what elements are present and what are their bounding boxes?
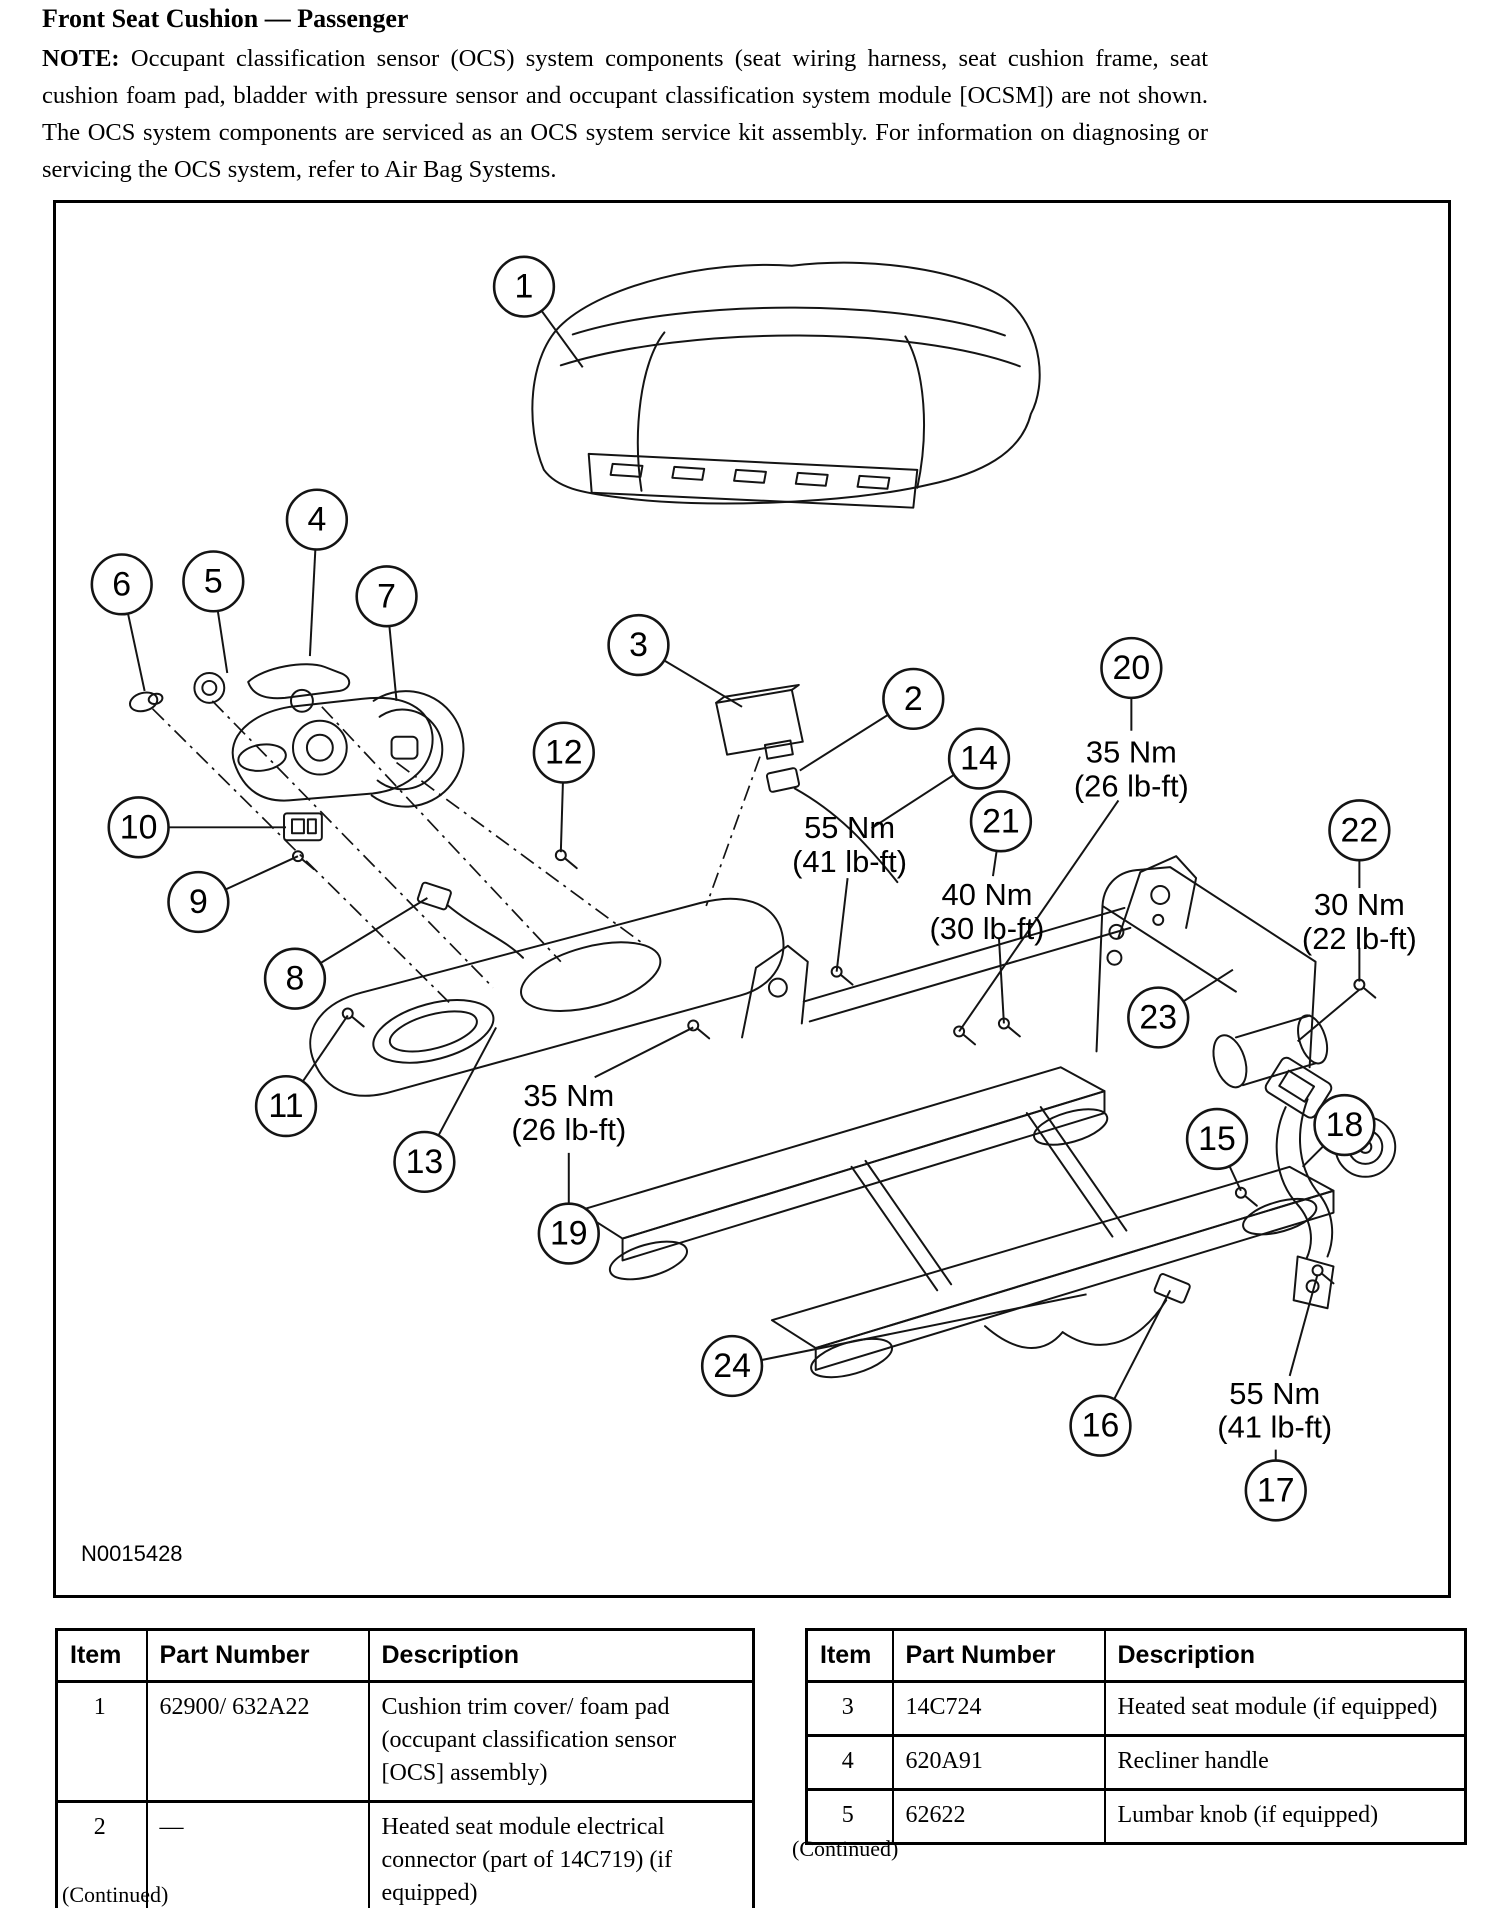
svg-text:5: 5 [203, 562, 223, 601]
svg-text:19: 19 [549, 1214, 588, 1253]
svg-text:20: 20 [1112, 648, 1151, 687]
svg-text:9: 9 [188, 882, 208, 921]
table-row [807, 1735, 1466, 1789]
table-header-row [57, 1630, 754, 1682]
svg-text:23: 23 [1139, 998, 1178, 1037]
col-item: Item [807, 1630, 893, 1682]
description-cell: Recliner handle [1105, 1735, 1466, 1789]
svg-text:21: 21 [982, 802, 1020, 841]
col-description: Description [369, 1630, 754, 1682]
callout-6 [92, 554, 152, 614]
callout-7 [357, 566, 417, 626]
note-label: NOTE: [42, 45, 120, 72]
parts-table-right [805, 1628, 1467, 1845]
callout-21 [971, 791, 1031, 851]
item-cell: 1 [57, 1681, 147, 1801]
torque-label: 55 Nm (41 lb-ft) [1217, 1375, 1333, 1445]
phantom-lines [153, 701, 760, 1005]
callout-8 [265, 949, 325, 1009]
svg-text:16: 16 [1081, 1406, 1120, 1445]
svg-text:4: 4 [307, 500, 327, 539]
callout-24 [702, 1336, 762, 1396]
fastener-glyphs [293, 850, 1375, 1283]
torque-label: 40 Nm (30 lb-ft) [929, 876, 1045, 946]
note-text: Occupant classification sensor (OCS) system components (seat wiring harness, seat cushion frame, seat cushion foam pad, bladder with pressure sensor and occupant classification system module [OCSM]) are not shown. The OCS system components are serviced as an OCS system service kit assembly. For information on diagnosing or servicing the OCS system, refer to Air Bag Systems. [42, 45, 1209, 183]
item-cell: 5 [807, 1789, 893, 1843]
part-number-cell: — [147, 1801, 369, 1908]
parts-table-left [55, 1628, 755, 1908]
svg-text:17: 17 [1256, 1471, 1295, 1510]
svg-text:7: 7 [377, 577, 396, 616]
col-item: Item [57, 1630, 147, 1682]
svg-text:11: 11 [268, 1087, 304, 1126]
callout-23 [1128, 988, 1188, 1048]
callout-15 [1187, 1109, 1247, 1169]
svg-text:10: 10 [119, 808, 158, 847]
part-number-cell: 620A91 [893, 1735, 1105, 1789]
description-cell: Lumbar knob (if equipped) [1105, 1789, 1466, 1843]
table-header-row [807, 1630, 1466, 1682]
item-cell: 2 [57, 1801, 147, 1908]
callout-1 [494, 257, 554, 317]
description-cell: Heated seat module electrical connector (part of 14C719) (if equipped) [369, 1801, 754, 1908]
svg-text:24: 24 [713, 1346, 751, 1385]
callout-16 [1071, 1396, 1131, 1456]
page-title: Front Seat Cushion — Passenger [42, 4, 409, 33]
part-number-cell: 62900/ 632A22 [147, 1681, 369, 1801]
description-cell: Heated seat module (if equipped) [1105, 1681, 1466, 1735]
callout-10 [109, 797, 169, 857]
torque-label: 35 Nm (26 lb-ft) [511, 1078, 627, 1147]
torque-label: 35 Nm (26 lb-ft) [1073, 734, 1189, 804]
item-cell: 4 [807, 1735, 893, 1789]
svg-text:22: 22 [1340, 811, 1379, 850]
exploded-view-figure [53, 200, 1451, 1598]
callout-5 [183, 551, 243, 611]
callout-19 [539, 1204, 599, 1264]
table-row [807, 1789, 1466, 1843]
col-part-number: Part Number [147, 1630, 369, 1682]
callout-9 [169, 872, 229, 932]
callout-3 [609, 615, 669, 675]
note-paragraph [42, 40, 1208, 188]
svg-text:12: 12 [544, 733, 583, 772]
page-header [42, 4, 1208, 188]
callout-4 [287, 490, 347, 550]
part-number-cell: 62622 [893, 1789, 1105, 1843]
part-number-cell: 14C724 [893, 1681, 1105, 1735]
callout-18 [1315, 1095, 1375, 1155]
recliner-bezel-art [233, 691, 464, 807]
col-part-number: Part Number [893, 1630, 1105, 1682]
seat-cushion-art [532, 263, 1039, 508]
svg-text:15: 15 [1198, 1119, 1236, 1158]
torque-label: 30 Nm (22 lb-ft) [1301, 886, 1417, 956]
svg-text:3: 3 [629, 626, 648, 665]
continued-label-left: (Continued) [62, 1882, 169, 1907]
torque-label: 55 Nm (41 lb-ft) [792, 810, 908, 880]
figure-number-label: N0015428 [81, 1541, 183, 1566]
callout-13 [395, 1132, 455, 1192]
description-cell: Cushion trim cover/ foam pad (occupant classification sensor [OCS] assembly) [369, 1681, 754, 1801]
figure-annotations [92, 257, 1417, 1521]
continued-label-right: (Continued) [792, 1836, 899, 1861]
svg-text:2: 2 [903, 679, 923, 718]
callout-20 [1101, 638, 1161, 698]
callout-14 [949, 729, 1009, 789]
exploded-diagram [56, 203, 1448, 1595]
table-row [57, 1681, 754, 1801]
riser-bracket-art [1097, 867, 1316, 1067]
callout-11 [256, 1076, 316, 1136]
item-cell: 3 [807, 1681, 893, 1735]
svg-text:18: 18 [1325, 1106, 1364, 1145]
small-parts-art [128, 664, 898, 957]
svg-text:1: 1 [514, 267, 534, 306]
svg-text:6: 6 [112, 565, 132, 604]
side-shield-art [310, 899, 783, 1096]
callout-22 [1330, 800, 1390, 860]
col-description: Description [1105, 1630, 1466, 1682]
svg-text:13: 13 [405, 1142, 444, 1181]
svg-text:14: 14 [960, 739, 998, 778]
callout-2 [883, 669, 943, 729]
table-row [807, 1681, 1466, 1735]
svg-text:8: 8 [285, 959, 305, 998]
callout-17 [1246, 1461, 1306, 1521]
callout-12 [534, 723, 594, 783]
